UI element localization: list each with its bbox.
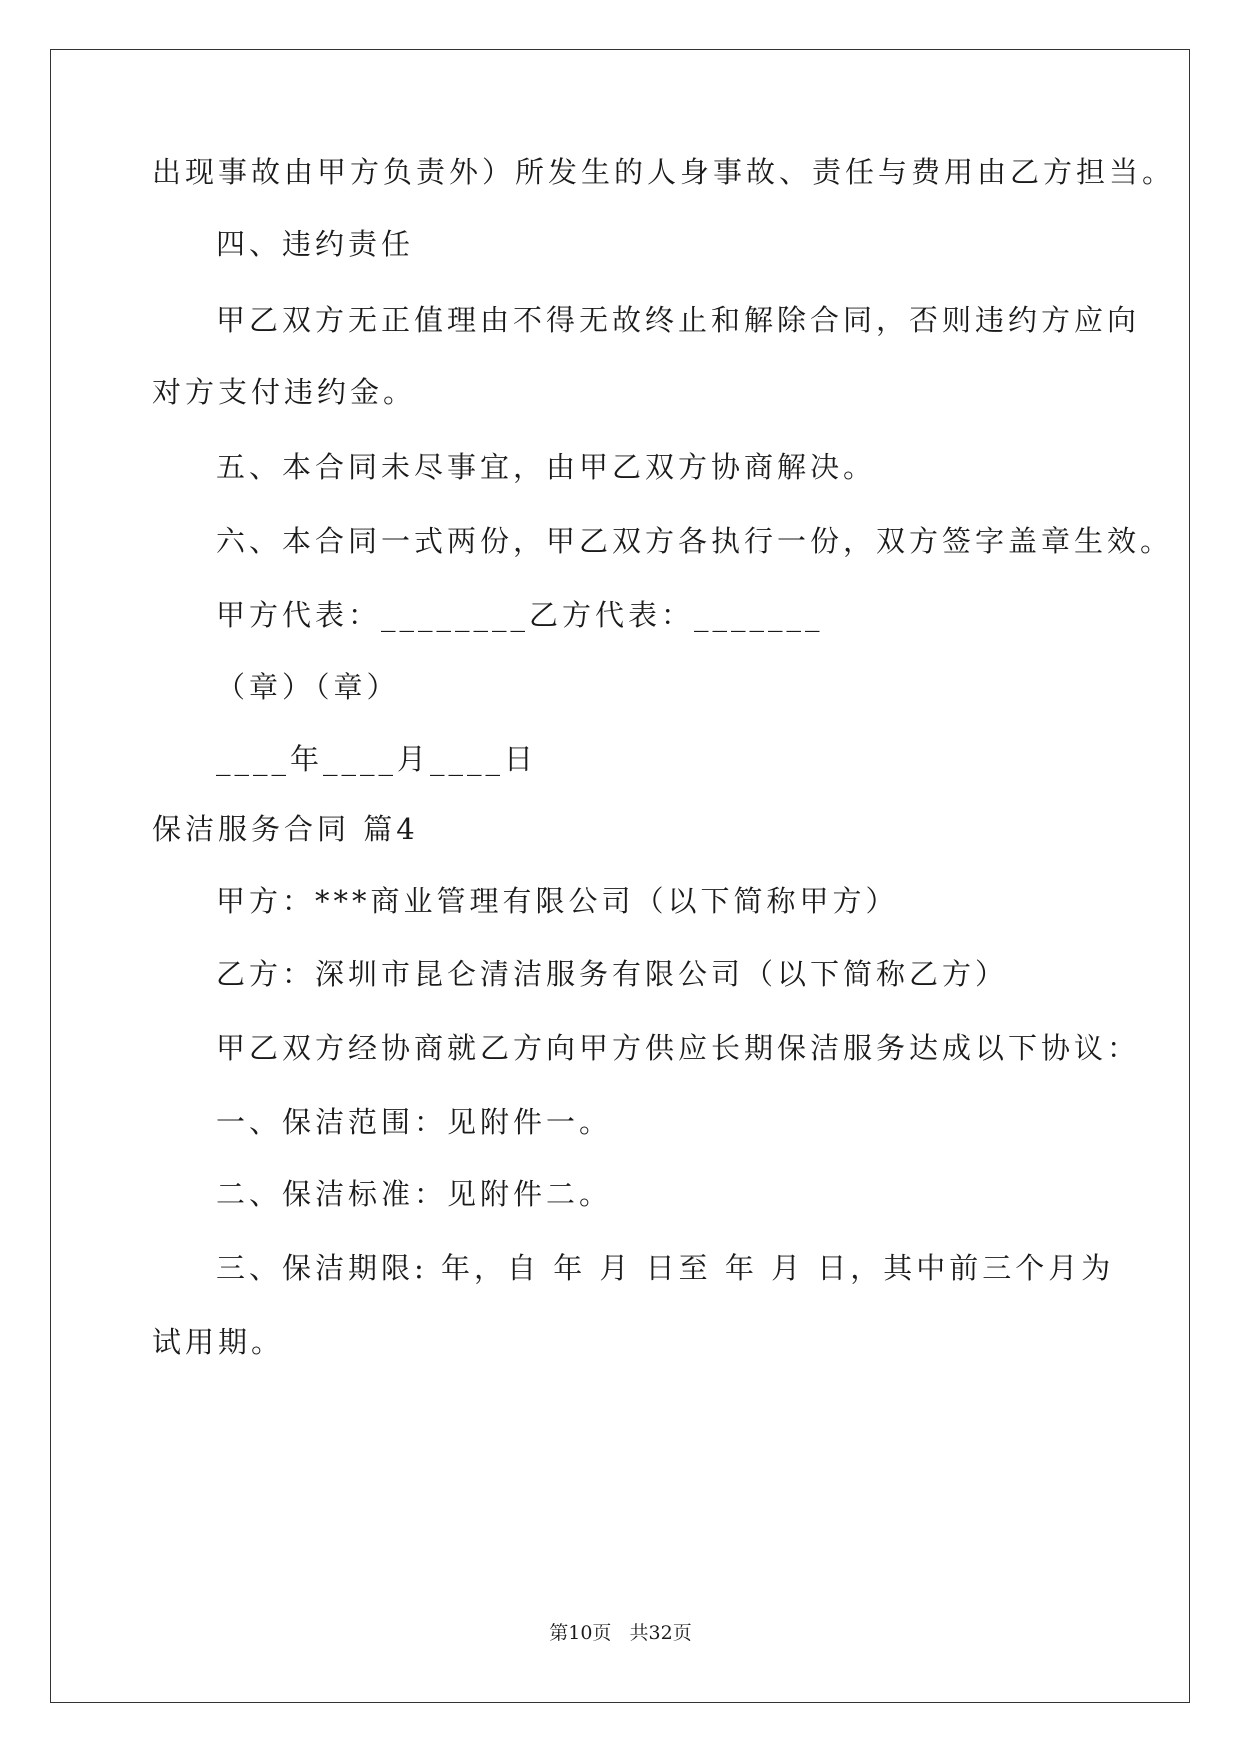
page-border [50,49,1190,1703]
text-line-12: 乙方：深圳市昆仑清洁服务有限公司（以下简称乙方） [216,957,1009,991]
text-line-15: 二、保洁标准：见附件二。 [216,1177,613,1211]
section-heading: 保洁服务合同 篇4 [152,812,419,846]
text-line-1: 出现事故由甲方负责外）所发生的人身事故、责任与费用由乙方担当。 [152,155,1176,189]
text-line-4: 对方支付违约金。 [152,375,417,409]
text-line-9: ____年____月____日 [216,742,538,776]
text-line-11: 甲方：***商业管理有限公司（以下简称甲方） [216,884,899,918]
text-line-6: 六、本合同一式两份，甲乙双方各执行一份，双方签字盖章生效。 [216,524,1174,558]
text-line-8: （章）（章） [216,670,400,704]
text-line-2: 四、违约责任 [216,227,415,261]
text-line-13: 甲乙双方经协商就乙方向甲方供应长期保洁服务达成以下协议： [216,1031,1141,1065]
text-line-5: 五、本合同未尽事宜，由甲乙双方协商解决。 [216,450,877,484]
page-number: 第10页 共32页 [549,1622,692,1644]
text-line-7: 甲方代表：________乙方代表：_______ [216,598,824,632]
text-line-14: 一、保洁范围：见附件一。 [216,1105,613,1139]
text-line-17: 试用期。 [152,1325,285,1359]
text-line-16: 三、保洁期限: 年，自 年 月 日至 年 月 日，其中前三个月为 [216,1251,1115,1285]
text-line-3: 甲乙双方无正值理由不得无故终止和解除合同，否则违约方应向 [216,303,1141,337]
